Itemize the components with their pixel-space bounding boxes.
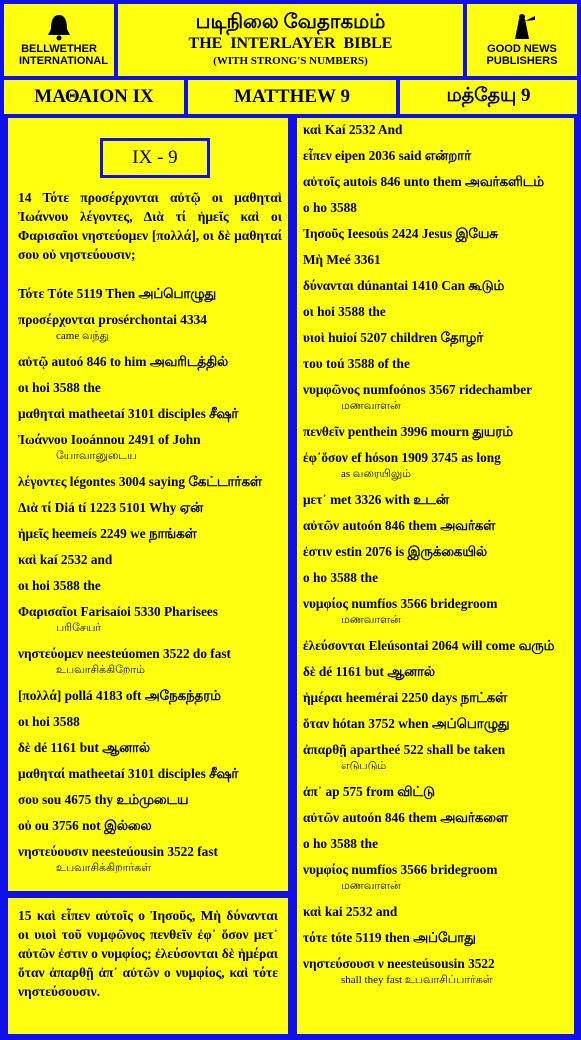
word-entry (18, 714, 282, 730)
title-block (118, 4, 463, 76)
good-news-logo (467, 4, 577, 76)
main-title: THE INTERLAYER BIBLE (188, 35, 393, 52)
english-book-name: MATTHEW 9 (188, 80, 396, 114)
word-entry (303, 518, 568, 534)
word-entry-sub: உபவாசிக்கிறார்கள் (56, 862, 152, 874)
word-entry-main: οι hoi 3588 the (303, 304, 386, 319)
word-entry-main: Μὴ Meé 3361 (303, 252, 381, 267)
word-entry (303, 304, 568, 320)
word-entry (18, 432, 282, 464)
word-entry-main: τότε tóte 5119 then அப்போது (303, 930, 476, 945)
word-entry (18, 406, 282, 422)
word-entry-main: οι hoi 3588 (18, 714, 80, 729)
word-entry-sub: பரிசேயர் (56, 622, 102, 634)
word-entry-main: νηστεύουσιν neesteúousin 3522 fast (18, 844, 218, 859)
right-word-list (303, 122, 568, 988)
word-entry-main: ὅταν hótan 3752 when அப்பொழுது (303, 716, 510, 731)
word-entry-main: νηστεύομεν neesteúomen 3522 do fast (18, 646, 231, 661)
word-entry (18, 818, 282, 834)
word-entry (18, 500, 282, 516)
word-entry-main: καὶ kaí 2532 and (18, 552, 113, 567)
word-entry-main: ἡμεῖς heemeís 2249 we நாங்கள் (18, 526, 197, 541)
word-entry (303, 716, 568, 732)
word-entry-main: οι hoi 3588 the (18, 578, 101, 593)
word-entry (303, 904, 568, 920)
word-entry-main: ἀπ᾽ ap 575 from விட்டு (303, 784, 435, 799)
word-entry-main: αὐτῷ autoó 846 to him அவரிடத்தில் (18, 354, 228, 369)
word-entry-main: Φαρισαῖοι Farisaíoi 5330 Pharisees (18, 604, 218, 619)
word-entry-main: πενθεῖν penthein 3996 mourn துயரம் (303, 424, 513, 439)
word-entry-main: δύνανται dúnantai 1410 Can கூடும் (303, 278, 505, 293)
word-entry (18, 380, 282, 396)
word-entry (303, 956, 568, 988)
verse-15-box (8, 898, 288, 1034)
word-entry-main: προσέρχονται prosérchontai 4334 (18, 312, 207, 327)
word-entry (18, 312, 282, 344)
herald-icon (507, 13, 537, 41)
word-entry (18, 646, 282, 678)
word-entry-main: υιοὶ huioí 5207 children தோழர் (303, 330, 484, 345)
word-entry (303, 278, 568, 294)
word-entry-main: [πολλά] pollá 4183 oft அநேகந்தரம் (18, 688, 221, 703)
word-entry (303, 200, 568, 216)
word-entry-main: δὲ dé 1161 but ஆனால் (303, 664, 435, 679)
word-entry-sub: எடுபடும் (341, 760, 387, 772)
verse-15-text: 15 καὶ εἶπεν αὐτοῖς ο Ἰησοῦς, Μὴ δύνανται οι υιοὶ τοῦ νυμφῶνος πενθεῖν ἐφ᾽ ὅσον μετ᾽ αὐτῶν ἐστιν ο νυμφίος; ἐλεύσονται δὲ ἡμέραι ὅταν ἀπαρθῇ ἀπ᾽ αὐτῶν ο νυμφίος, καὶ τότε νηστεύσουσιν. (18, 908, 278, 999)
word-entry-main: ἀπαρθῇ apartheé 522 shall be taken (303, 742, 506, 757)
word-entry (303, 330, 568, 346)
word-entry (303, 544, 568, 560)
word-entry-main: ἡμέραι heemérai 2250 days நாட்கள் (303, 690, 508, 705)
word-entry-main: μαθηταί matheetaí 3101 disciples சீஷர் (18, 766, 239, 781)
word-entry-sub: உபவாசிக்கிறோம் (56, 664, 145, 676)
word-entry-main: καὶ kai 2532 and (303, 904, 398, 919)
word-entry-main: του toú 3588 of the (303, 356, 410, 371)
left-column (8, 118, 288, 891)
word-entry-main: σου sou 4675 thy உம்முடைய (18, 792, 189, 807)
word-entry-main: ο ho 3588 (303, 200, 357, 215)
word-entry-sub: மணவாளன் (341, 400, 401, 412)
word-entry-main: Ἰωάννου Iooánnou 2491 of John (18, 432, 201, 447)
word-entry (18, 552, 282, 568)
word-entry-main: νυμφῶνος numfoónos 3567 ridechamber (303, 382, 533, 397)
word-entry (303, 424, 568, 440)
right-column (297, 118, 574, 1034)
word-entry (303, 862, 568, 894)
word-entry (303, 356, 568, 372)
word-entry (303, 784, 568, 800)
word-entry (18, 526, 282, 542)
word-entry-sub: shall they fast உபவாசிப்பார்கள் (341, 974, 493, 986)
word-entry (303, 596, 568, 628)
bell-icon (44, 13, 74, 41)
tamil-title: படிநிலை வேதாகமம் (195, 11, 386, 33)
word-entry (18, 792, 282, 808)
right-logo-text: GOOD NEWS PUBLISHERS (486, 43, 558, 67)
word-entry (18, 844, 282, 876)
word-entry-main: εἶπεν eipen 2036 said என்றார் (303, 148, 472, 163)
word-entry (18, 286, 282, 302)
word-entry-main: νυμφίος numfíos 3566 bridegroom (303, 596, 498, 611)
subtitle: (WITH STRONG'S NUMBERS) (213, 55, 368, 67)
word-entry (18, 766, 282, 782)
word-entry-main: μετ᾽ met 3326 with உடன் (303, 492, 449, 507)
word-entry-main: λέγοντες légontes 3004 saying கேட்டார்கள் (18, 474, 262, 489)
word-entry (18, 474, 282, 490)
word-entry-main: οὐ ou 3756 not இல்லை (18, 818, 152, 833)
word-entry (303, 252, 568, 268)
word-entry-main: δὲ dé 1161 but ஆனால் (18, 740, 150, 755)
left-logo-text: BELLWETHER INTERNATIONAL (19, 43, 109, 67)
greek-book-name: ΜΑΘΑΙΟΝ IX (4, 80, 184, 114)
word-entry (303, 742, 568, 774)
left-word-list (18, 286, 282, 876)
word-entry (303, 492, 568, 508)
chapter-box: IX - 9 (100, 138, 210, 178)
word-entry-main: Ἰησοῦς Ieesoús 2424 Jesus இயேசு (303, 226, 498, 241)
word-entry (303, 148, 568, 164)
word-entry-main: ἐστιν estin 2076 is இருக்கையில் (303, 544, 487, 559)
word-entry (303, 810, 568, 826)
word-entry (303, 122, 568, 138)
word-entry-main: μαθηταὶ matheetaí 3101 disciples சீஷர் (18, 406, 239, 421)
verse-14-text: 14 Τότε προσέρχονται αὐτῷ οι μαθηταὶ Ἰωάννου λέγοντες, Διὰ τί ἡμεῖς καὶ οι Φαρισαῖοι νηστεύομεν [πολλά], οι δὲ μαθηταί σου οὐ νηστεύουσιν; (18, 190, 282, 262)
word-entry-main: ο ho 3588 the (303, 570, 378, 585)
word-entry-sub: யோவானுடைய (56, 450, 137, 462)
word-entry-main: αὐτῶν autoón 846 them அவர்களை (303, 810, 508, 825)
word-entry-main: ἐφ᾽ὅσον ef hóson 1909 3745 as long (303, 450, 501, 465)
bellwether-logo (4, 4, 114, 76)
word-entry-sub: came வந்து (56, 330, 110, 342)
word-entry (303, 450, 568, 482)
word-entry (18, 578, 282, 594)
word-entry-main: Τότε Tóte 5119 Then அப்பொழுது (18, 286, 217, 301)
word-entry (303, 174, 568, 190)
word-entry (18, 604, 282, 636)
word-entry-sub: as வரையிலும் (341, 468, 412, 480)
word-entry (18, 688, 282, 704)
word-entry-main: αὐτοῖς autois 846 unto them அவர்களிடம் (303, 174, 544, 189)
word-entry-main: οι hoi 3588 the (18, 380, 101, 395)
word-entry (303, 836, 568, 852)
word-entry-main: καὶ Kaí 2532 And (303, 122, 403, 137)
word-entry-main: νηστεύσουσι ν neesteúsousin 3522 (303, 956, 495, 971)
word-entry (18, 354, 282, 370)
word-entry (303, 638, 568, 654)
word-entry-main: ἐλεύσονται Eleúsontai 2064 will come வரும் (303, 638, 555, 653)
word-entry (303, 226, 568, 242)
word-entry (303, 570, 568, 586)
word-entry-main: νυμφίος numfíos 3566 bridegroom (303, 862, 498, 877)
word-entry (303, 690, 568, 706)
word-entry (18, 740, 282, 756)
tamil-book-name: மத்தேயு 9 (400, 80, 577, 114)
word-entry-sub: மணவாளன் (341, 614, 401, 626)
word-entry (303, 930, 568, 946)
word-entry (303, 664, 568, 680)
word-entry-main: Διὰ τί Diá tí 1223 5101 Why ஏன் (18, 500, 204, 515)
word-entry-main: αὐτῶν autoón 846 them அவர்கள் (303, 518, 496, 533)
word-entry (303, 382, 568, 414)
word-entry-main: ο ho 3588 the (303, 836, 378, 851)
word-entry-sub: மணவாளன் (341, 880, 401, 892)
